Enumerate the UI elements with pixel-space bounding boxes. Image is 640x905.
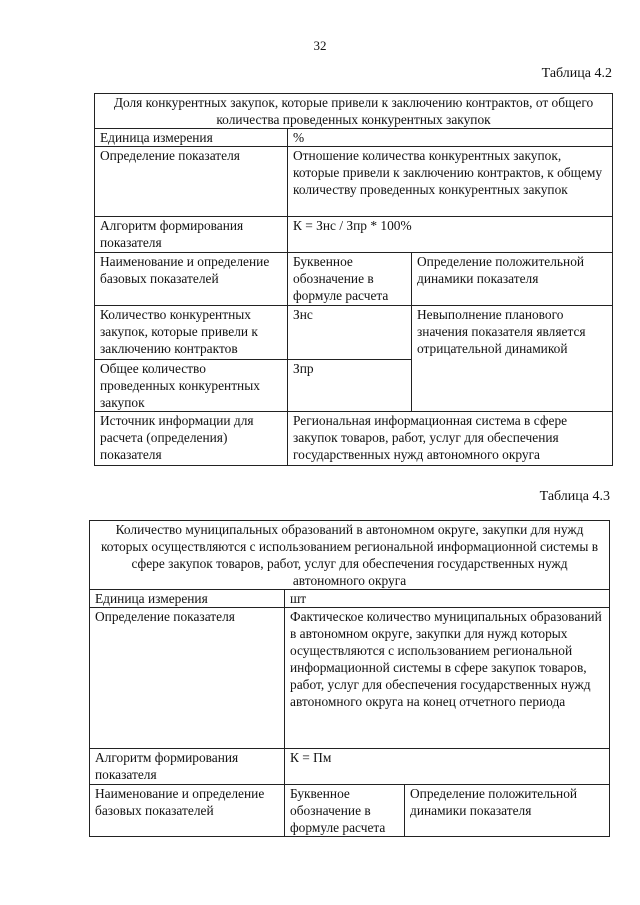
- definition-value: Отношение количества конкурентных закупок, которые привели к заключению контрактов, к общему количеству проведенных конкурентных закупок: [288, 147, 613, 217]
- base-indicator-symbol: Знс: [288, 306, 412, 360]
- table-4-2: [94, 93, 613, 466]
- algorithm-label: Алгоритм формирования показателя: [95, 217, 288, 253]
- page-number: 32: [313, 38, 327, 53]
- base-indicator-symbol: Зпр: [288, 360, 412, 412]
- table-4-2-caption: Таблица 4.2: [541, 66, 612, 81]
- letter-designation-header: Буквенное обозначение в формуле расчета: [288, 253, 412, 306]
- unit-value: %: [288, 129, 613, 147]
- table-4-3-caption: Таблица 4.3: [539, 489, 610, 504]
- source-label: Источник информации для расчета (определения) показателя: [95, 412, 288, 466]
- definition-label: Определение показателя: [95, 147, 288, 217]
- unit-value: шт: [285, 590, 610, 608]
- base-indicators-header: Наименование и определение базовых показателей: [95, 253, 288, 306]
- definition-label: Определение показателя: [90, 608, 285, 749]
- algorithm-value: К = Пм: [285, 749, 610, 785]
- source-value: Региональная информационная система в сфере закупок товаров, работ, услуг для обеспечения государственных нужд автономного округа: [288, 412, 613, 466]
- definition-value: Фактическое количество муниципальных образований в автономном округе, закупки для нужд которых осуществляются с использованием региональной информационной системы в сфере закупок товаров, работ, услуг для обеспечения государственных нужд автономного округа на конец отчетного периода: [285, 608, 610, 749]
- positive-dynamics-header: Определение положительной динамики показателя: [405, 785, 610, 837]
- unit-label: Единица измерения: [90, 590, 285, 608]
- positive-dynamics-header: Определение положительной динамики показателя: [412, 253, 613, 306]
- unit-label: Единица измерения: [95, 129, 288, 147]
- letter-designation-header: Буквенное обозначение в формуле расчета: [285, 785, 405, 837]
- table-4-3: [89, 520, 610, 837]
- algorithm-value: К = Знс / Зпр * 100%: [288, 217, 613, 253]
- base-indicator-name: Количество конкурентных закупок, которые привели к заключению контрактов: [95, 306, 288, 360]
- base-indicators-header: Наименование и определение базовых показателей: [90, 785, 285, 837]
- algorithm-label: Алгоритм формирования показателя: [90, 749, 285, 785]
- table-title: Количество муниципальных образований в автономном округе, закупки для нужд которых осуществляются с использованием региональной информационной системы в сфере закупок товаров, работ, услуг для обеспечения государственных нужд автономного округа: [90, 521, 610, 590]
- positive-dynamics-value: Невыполнение планового значения показателя является отрицательной динамикой: [412, 306, 613, 412]
- table-title: Доля конкурентных закупок, которые привели к заключению контрактов, от общего количества проведенных конкурентных закупок: [95, 94, 613, 129]
- base-indicator-name: Общее количество проведенных конкурентных закупок: [95, 360, 288, 412]
